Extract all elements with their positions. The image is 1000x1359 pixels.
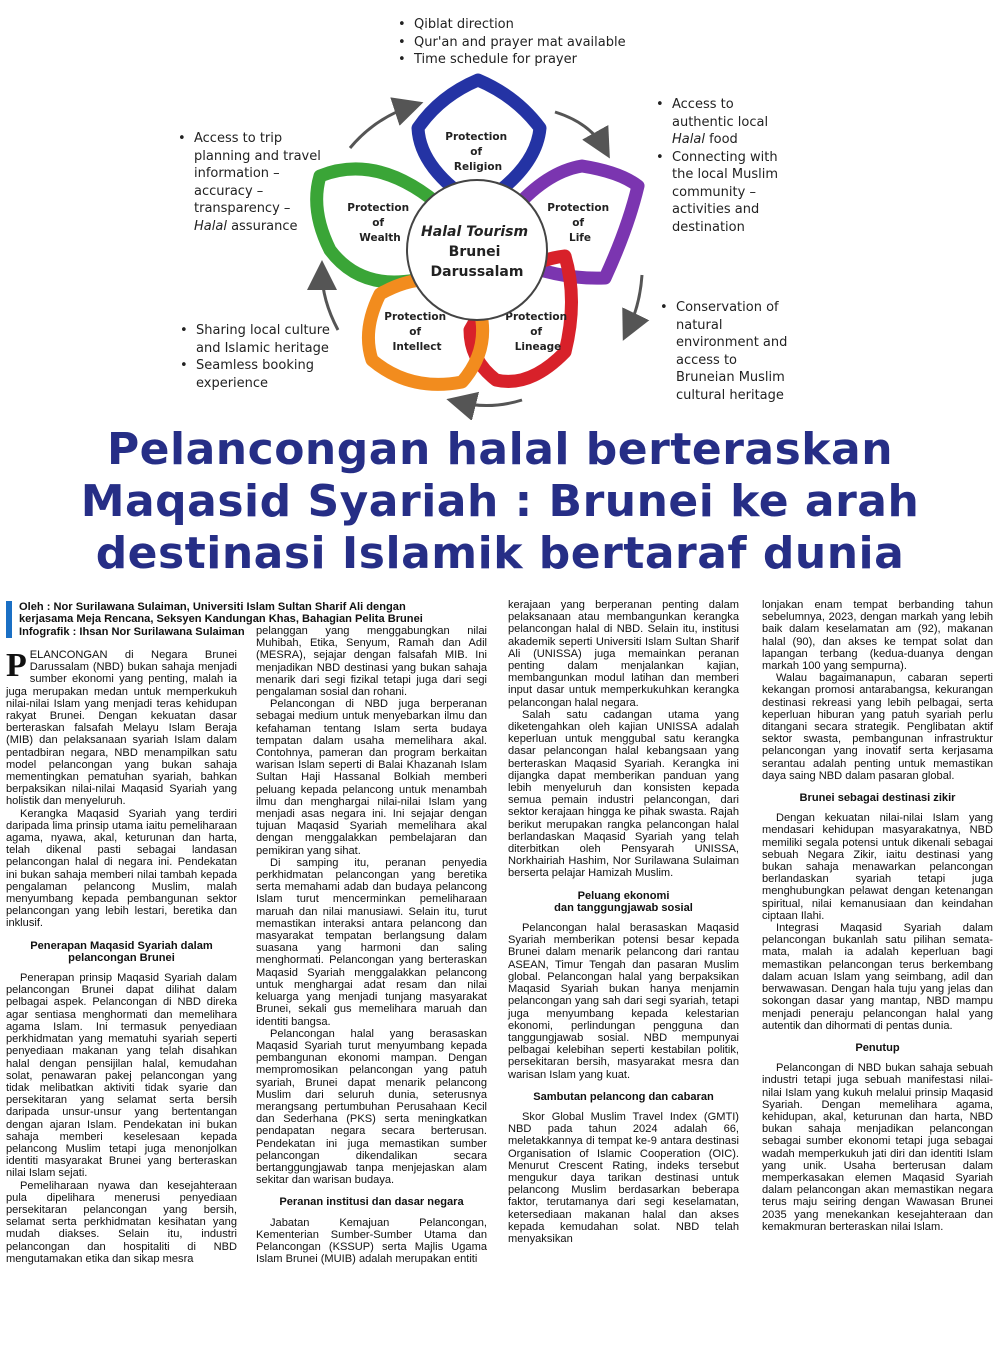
section-heading: Sambutan pelancong dan cabaran	[533, 1090, 714, 1103]
section-heading: Peranan institusi dan dasar negara	[279, 1196, 464, 1209]
article-paragraph: Pelancongan halal yang berasaskan Maqasid Syariah turut menyumbang kepada pembangunan ekonomi mampan. Dengan mempromosikan pelancongan yang patuh syariah, Brunei dapat menarik pelancong Muslim dari seluruh dunia, seterusnya merangsang pertumbuhan Perusahaan Kecil dan Sederhana (PKS) serta meningkatkan pendapatan negara secara berterusan. Pendekatan ini juga memastikan sumber pelancongan dikendalikan secara bertanggungjawab tanpa menjejaskan alam sekitar dan warisan budaya.	[256, 1027, 487, 1187]
article-body	[0, 597, 1000, 1357]
section-heading: Penerapan Maqasid Syariah dalam pelancongan Brunei	[30, 939, 213, 964]
cycle-arrow-right-top	[555, 112, 604, 148]
section-heading: Penutup	[855, 1041, 900, 1054]
article-paragraph: lonjakan enam tempat berbanding tahun sebelumnya, 2023, dengan markah yang lebih baik dalam keselamatan am (92), makanan halal (90), dan akses ke tempat solat dan lapangan terbang (kedua-duanya dengan markah 100 yang sempurna).	[762, 599, 993, 673]
article-paragraph: Integrasi Maqasid Syariah dalam pelancongan bukanlah satu pilihan semata-mata, malah ia adalah keperluan bagi memastikan pelancongan terus berkembang dalam acuan Islam yang seimbang, adil dan berwawasan. Dengan hala tuju yang jelas dan sokongan dasar yang mantap, NBD mampu menjadi peneraju pelancongan halal yang autentik dan dihormati di pentas dunia.	[762, 922, 993, 1032]
headline-line-3: destinasi Islamik bertaraf dunia	[95, 528, 905, 579]
label-wealth: Protection of Wealth	[347, 202, 410, 244]
label-life: Protection of Life	[547, 202, 610, 244]
label-intellect: Protection of Intellect	[384, 311, 447, 353]
bullets-life: • Access to authentic local Halal food • Connecting with the local Muslim community – activities and destination	[650, 96, 820, 236]
center-label: Halal Tourism Brunei Darussalam	[421, 224, 529, 280]
article-paragraph: pelanggan yang menggabungkan nilai Muhibah, Etika, Senyum, Ramah dan Adil (MESRA), sejajar dengan falsafah MIB. Ini menjadikan NBD destinasi yang bukan sahaja menarik dari segi fizikal tetapi juga dari segi pengalaman sosial dan rohani.	[256, 625, 487, 699]
bullets-religion: • Qiblat direction • Qur'an and prayer mat available • Time schedule for prayer	[392, 16, 626, 69]
article-paragraph: Pemeliharaan nyawa dan kesejahteraan pula dipelihara menerusi penyediaan persekitaran pelancongan yang bersih, selamat serta perkhidmatan kesihatan yang mudah diakses. Selain itu, industri pelancongan dan hospitaliti di NBD mengutamakan etika dan sikap mesra	[6, 1179, 237, 1265]
headline-line-1: Pelancongan halal berteraskan	[106, 424, 894, 475]
article-paragraph: Pelancongan di NBD bukan sahaja sebuah industri tetapi juga sebuah manifestasi nilai-nilai Islam yang kukuh melalui prinsip Maqasid Syariah. Dengan memelihara agama, kehidupan, akal, keturunan dan harta, NBD bukan sahaja menjadikan pelancongan sebagai sumber ekonomi tetapi juga sebagai wadah memperkukuh jati diri dan identiti Islam yang unik. Usaha berterusan dalam memperkasakan elemen Maqasid Syariah dalam pelancongan akan memastikan negara terus maju seiring dengan Wawasan Brunei 2035 yang menekankan kesejahteraan dan kemakmuran berteraskan nilai Islam.	[762, 1062, 993, 1233]
bullets-wealth: • Access to trip planning and travel information – accuracy – transparency – Halal assurance	[172, 130, 332, 235]
section-heading: Brunei sebagai destinasi zikir	[799, 792, 956, 805]
label-religion: Protection of Religion	[445, 131, 508, 173]
section-heading: Peluang ekonomi dan tanggungjawab sosial	[554, 889, 693, 914]
article-paragraph: Pelancongan di NBD juga berperanan sebagai medium untuk menyebarkan ilmu dan kefahaman tentang Islam serta budaya tempatan dalam usaha memelihara akal. Contohnya, pameran dan program berkaitan warisan Islam seperti di Balai Khazanah Islam Sultan Haji Hassanal Bolkiah memberi peluang kepada pelancong untuk menambah ilmu dan menghargai nilai-nilai Islam yang menjadi asas negara ini. Ini sejajar dengan tujuan Maqasid Syariah memelihara akal dengan menggalakkan pembelajaran dan pemikiran yang sihat.	[256, 698, 487, 857]
article-paragraph: Di samping itu, peranan penyedia perkhidmatan pelancongan yang beretika serta memahami adab dan budaya pelancong Islam turut mencerminkan pemeliharaan maruah dan nilai manusiawi. Selain itu, turut memastikan interaksi antara pelancong dan masyarakat tempatan berlangsung dalam suasana yang harmoni dan saling menghormati. Pelancongan yang berteraskan Maqasid Syariah menggalakkan pelancong untuk menghargai adat resam dan nilai keluarga yang menjadi tunjang masyarakat Brunei, sekali gus memelihara maruah dan identiti bangsa.	[256, 856, 487, 1028]
bullets-intellect: • Sharing local culture and Islamic heritage • Seamless booking experience	[174, 322, 354, 392]
article-column-3	[508, 599, 739, 1245]
article-column-4	[762, 599, 993, 1233]
article-lead-paragraph: PELANCONGAN di Negara Brunei Darussalam (NBD) bukan sahaja menjadi sumber ekonomi yang penting, malah ia juga merupakan medan untuk memperkukuh nilai-nilai Islam yang menjadi teras kehidupan rakyat Brunei. Dengan kekuatan dasar berteraskan falsafah Melayu Islam Beraja (MIB) dan pelaksanaan syariah Islam dalam pentadbiran negara, NBD menampilkan satu model pelancongan yang bukan sahaja mementingkan pematuhan syariah, bahkan berpaksikan nilai-nilai Maqasid Syariah yang holistik dan menyeluruh.	[6, 647, 237, 808]
bullets-lineage: • Conservation of natural environment and access to Bruneian Muslim cultural heritage	[654, 299, 824, 404]
article-paragraph: Kerangka Maqasid Syariah yang terdiri daripada lima prinsip utama iaitu pemeliharaan agama, nyawa, akal, keturunan dan harta, telah dikenal pasti sebagai landasan pelancongan halal di negara ini. Pendekatan ini bukan sahaja memberi nilai tambah kepada pengalaman pelancong Muslim, malah menyumbang kepada pembangunan sektor pelancongan yang lebih lestari, beretika dan inklusif.	[6, 807, 237, 930]
headline-line-2: Maqasid Syariah : Brunei ke arah	[80, 476, 920, 527]
article-column-2	[256, 625, 487, 1265]
article-column-1	[6, 649, 237, 1265]
article-paragraph: Dengan kekuatan nilai-nilai Islam yang mendasari kehidupan masyarakatnya, NBD memiliki segala potensi untuk dikenali sebagai sebuah Negara Zikir, iaitu destinasi yang bukan sahaja menawarkan pelancongan berlandaskan syariah tetapi juga menghubungkan pelawat dengan ketenangan spiritual, nilai kemanusiaan dan keindahan ciptaan Ilahi.	[762, 812, 993, 922]
maqasid-infographic	[0, 0, 1000, 420]
article-paragraph: Salah satu cadangan utama yang diketengahkan oleh kajian UNISSA adalah keperluan untuk menggubal satu kerangka dasar pelancongan halal kebangsaan yang berteraskan Maqasid Syariah. Kerangka ini dijangka dapat memberikan panduan yang lebih menyeluruh dan konsisten kepada semua pemain industri pelancongan, dari sektor kerajaan hingga ke pihak swasta. Rajah berikut merupakan rangka pelancongan halal berlandaskan Maqasid Syariah yang telah diterbitkan oleh Pensyarah UNISSA, Norkhairiah Hashim, Nor Surilawana Sulaiman berserta pelajar Hamizah Muslim.	[508, 708, 739, 880]
page-headline	[0, 424, 1000, 580]
article-paragraph: Skor Global Muslim Travel Index (GMTI) NBD pada tahun 2024 adalah 66, meletakkannya di tempat ke-9 antara destinasi Organisation of Islamic Cooperation (OIC). Menurut Crescent Rating, indeks tersebut mengukur daya tarikan destinasi untuk pelancong Muslim berdasarkan beberapa faktor, terutamanya dari segi keselamatan, ketersediaan makanan halal dan akses kepada kemudahan solat. NBD telah menyaksikan	[508, 1110, 739, 1245]
article-paragraph: Penerapan prinsip Maqasid Syariah dalam pelancongan Brunei dapat dilihat dalam pelbagai aspek. Pelancongan di NBD direka agar sentiasa menghormati dan memelihara agama Islam. Ini termasuk penyediaan perkhidmatan yang mematuhi syariah seperti penyediaan makanan yang telah disahkan halal dengan pensijilan halal, kemudahan solat, penawaran pakej pelancongan yang tidak melibatkan aktiviti tidak syarie dan persekitaran yang selamat serta bersih daripada unsur-unsur yang bertentangan dengan ajaran Islam. Pendekatan ini bukan sahaja memberi keselesaan kepada pelancong Muslim tetapi juga menonjolkan identiti masyarakat Brunei yang berteraskan nilai Islam sejati.	[6, 972, 237, 1180]
cycle-arrow-bottom	[458, 400, 522, 406]
byline: Oleh : Nor Surilawana Sulaiman, Universiti Islam Sultan Sharif Ali dengan kerjasama Meja Rencana, Seksyen Kandungan Khas, Bahagian Pelita Brunei Infografik : Ihsan Nor Surilawana Sulaiman	[6, 601, 509, 638]
label-lineage: Protection of Lineage	[505, 311, 568, 353]
cycle-arrow-right	[628, 275, 642, 330]
cycle-arrow-top	[350, 106, 412, 148]
article-paragraph: Jabatan Kemajuan Pelancongan, Kementerian Sumber-Sumber Utama dan Pelancongan (KSSUP) serta Majlis Ugama Islam Brunei (MUIB) adalah merupakan entiti	[256, 1216, 487, 1266]
article-paragraph: Pelancongan halal berasaskan Maqasid Syariah memberikan potensi besar kepada Brunei dalam menarik pelancong dari rantau ASEAN, Timur Tengah dan pasaran Muslim global. Pelancongan halal yang berpaksikan Maqasid Syariah bukan hanya menjamin pelancongan yang sah dari segi syariah, tetapi juga menyumbang kepada kelestarian ekonomi, perlindungan pengguna dan tanggungjawab sosial. NBD mempunyai pelbagai kelebihan seperti kestabilan politik, persekitaran bersih, masyarakat mesra dan warisan Islam yang kuat.	[508, 922, 739, 1081]
article-paragraph: Walau bagaimanapun, cabaran seperti kekangan promosi antarabangsa, kekurangan destinasi rekreasi yang lebih pelbagai, serta keperluan hiburan yang patuh syariah perlu ditangani secara strategik. Penglibatan aktif sektor swasta, pembangunan infrastruktur pelancongan yang inovatif serta kerjasama serantau adalah penting untuk memastikan daya saing NBD dalam pasaran global.	[762, 672, 993, 782]
drop-cap: P	[6, 647, 27, 684]
article-paragraph: kerajaan yang berperanan penting dalam pelaksanaan atau membangunkan kerangka pelancongan halal di NBD. Selain itu, institusi akademik seperti Universiti Islam Sultan Sharif Ali (UNISSA) juga memainkan peranan penting dalam menjalankan kajian, membangunkan modul latihan dan memberi input dasar untuk memperkukuhkan kerangka pelancongan halal negara.	[508, 599, 739, 709]
